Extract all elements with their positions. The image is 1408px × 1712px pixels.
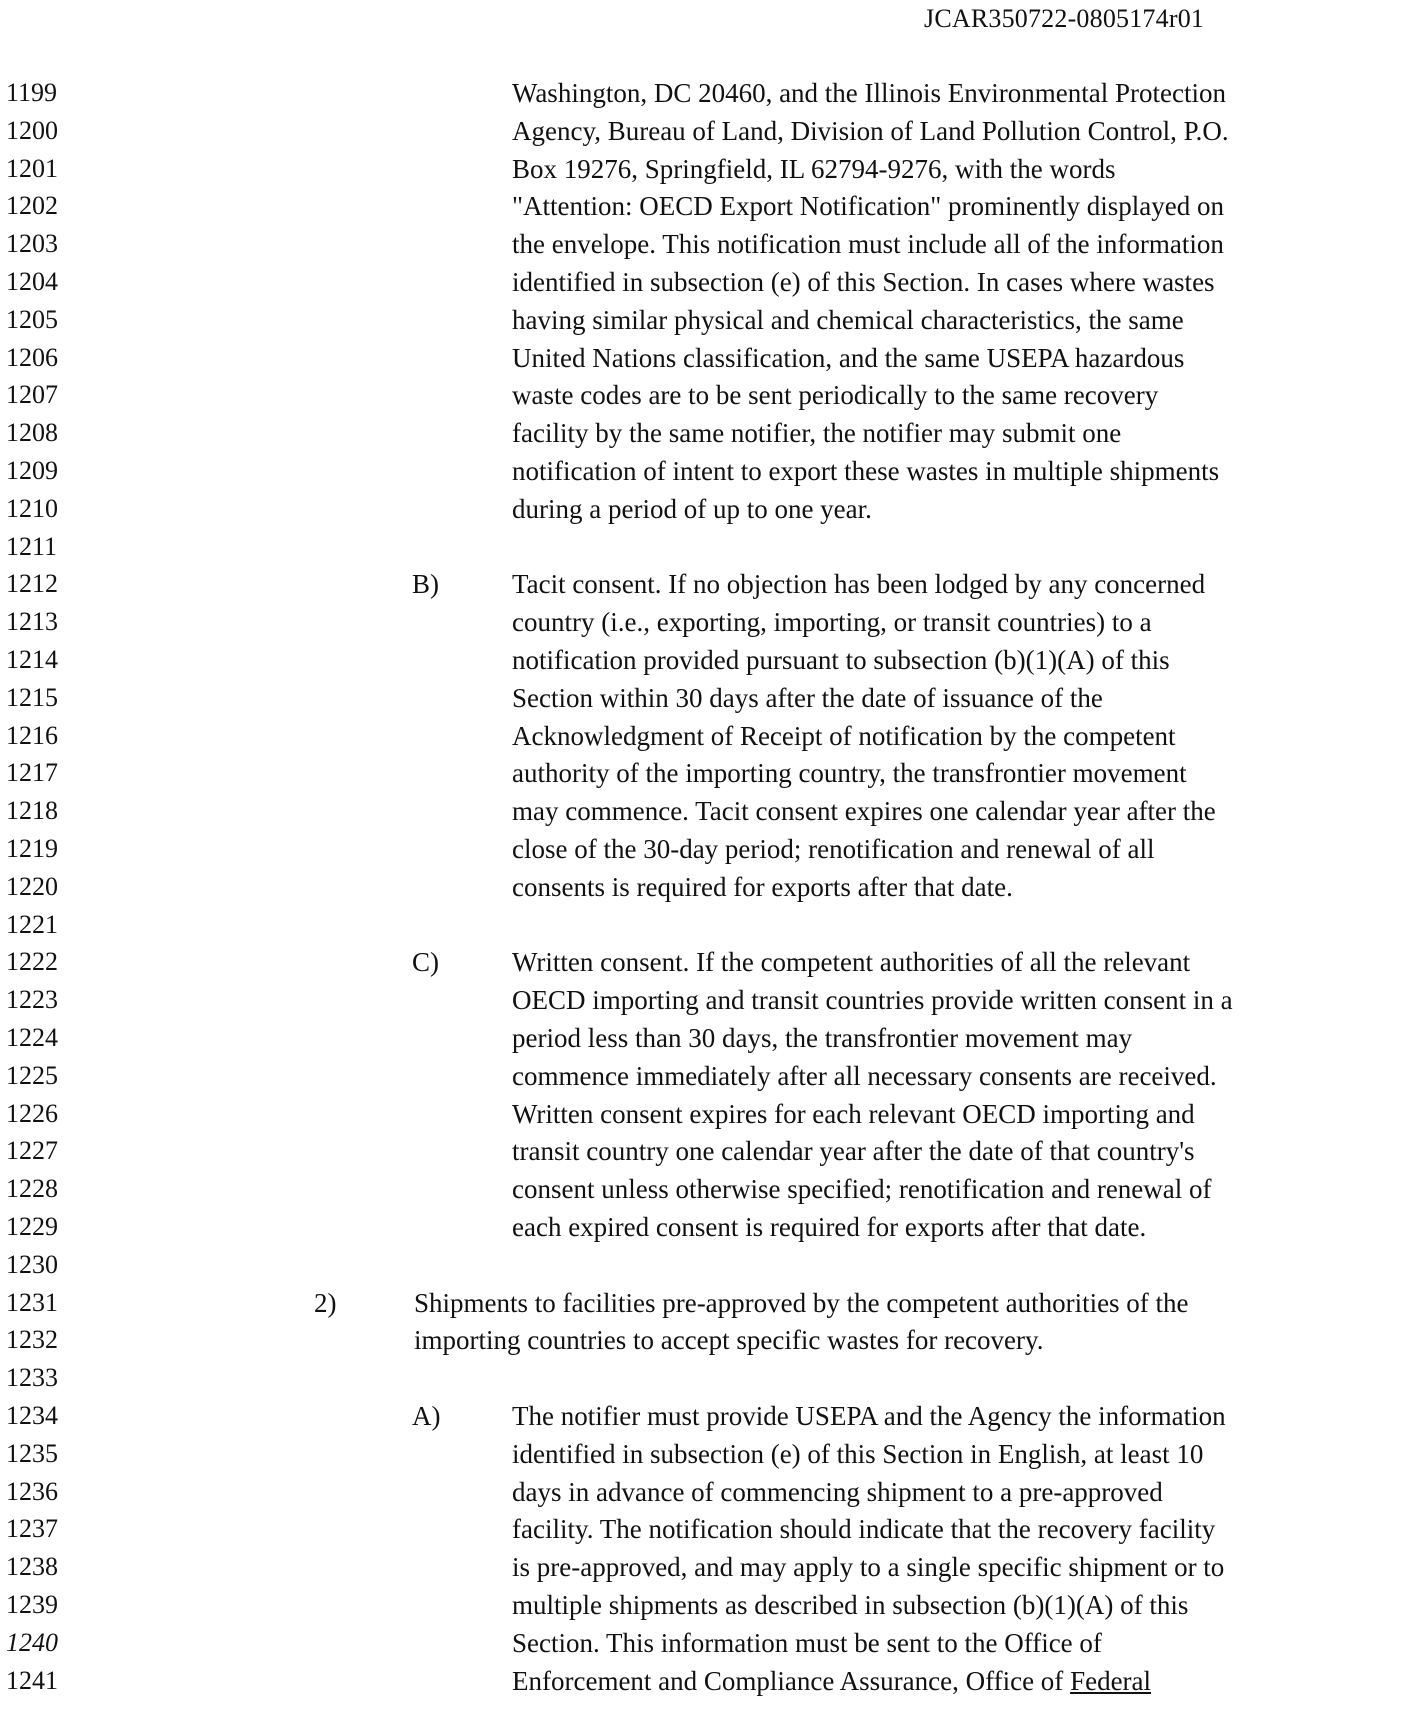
line-number: 1218 — [6, 796, 58, 825]
text-line: consents is required for exports after that date. — [512, 872, 1013, 902]
line-number: 1228 — [6, 1174, 58, 1203]
line-number: 1234 — [6, 1401, 58, 1430]
line-number: 1206 — [6, 343, 58, 372]
line-number: 1217 — [6, 758, 58, 787]
text-line: authority of the importing country, the transfrontier movement — [512, 758, 1187, 788]
document-id-header: JCAR350722-0805174r01 — [924, 4, 1205, 33]
text-line: multiple shipments as described in subsection (b)(1)(A) of this — [512, 1590, 1189, 1620]
text-line: during a period of up to one year. — [512, 494, 872, 524]
text-line: commence immediately after all necessary consents are received. — [512, 1061, 1217, 1091]
text-line: notification provided pursuant to subsection (b)(1)(A) of this — [512, 645, 1170, 675]
text-line: notification of intent to export these wastes in multiple shipments — [512, 456, 1220, 486]
text-line: Agency, Bureau of Land, Division of Land Pollution Control, P.O. — [512, 116, 1229, 146]
item-marker-2: 2) — [314, 1288, 337, 1318]
text-line: the envelope. This notification must include all of the information — [512, 229, 1224, 259]
line-number: 1230 — [6, 1250, 58, 1279]
line-number: 1199 — [6, 78, 58, 107]
line-number: 1214 — [6, 645, 58, 674]
line-number: 1239 — [6, 1590, 58, 1619]
line-number: 1235 — [6, 1439, 58, 1468]
line-number: 1202 — [6, 191, 58, 220]
text-line: importing countries to accept specific wastes for recovery. — [414, 1325, 1044, 1355]
underlined-insertion: Federal — [1070, 1666, 1152, 1696]
line-number: 1221 — [6, 910, 58, 939]
text-line: days in advance of commencing shipment to a pre-approved — [512, 1477, 1163, 1507]
item-marker-b: B) — [412, 569, 439, 599]
line-number: 1210 — [6, 494, 58, 523]
line-number: 1215 — [6, 683, 58, 712]
line-number: 1241 — [6, 1666, 58, 1695]
line-number: 1203 — [6, 229, 58, 258]
line-number: 1224 — [6, 1023, 58, 1052]
text-line: identified in subsection (e) of this Section. In cases where wastes — [512, 267, 1215, 297]
line-number: 1216 — [6, 721, 58, 750]
line-number: 1238 — [6, 1552, 58, 1581]
line-number: 1208 — [6, 418, 58, 447]
line-number: 1232 — [6, 1325, 58, 1354]
text-line: Washington, DC 20460, and the Illinois Environmental Protection — [512, 78, 1226, 108]
text-line: transit country one calendar year after the date of that country's — [512, 1136, 1195, 1166]
line-number: 1231 — [6, 1288, 58, 1317]
text-line: may commence. Tacit consent expires one calendar year after the — [512, 796, 1216, 826]
text-line: consent unless otherwise specified; renotification and renewal of — [512, 1174, 1212, 1204]
text-line: Written consent expires for each relevant OECD importing and — [512, 1099, 1195, 1129]
line-number: 1205 — [6, 305, 58, 334]
text-line: Box 19276, Springfield, IL 62794-9276, with the words — [512, 154, 1116, 184]
text-line: Enforcement and Compliance Assurance, Office of Federal — [512, 1666, 1152, 1696]
line-number: 1211 — [6, 532, 58, 561]
text-line: Shipments to facilities pre-approved by the competent authorities of the — [414, 1288, 1189, 1318]
text-line: facility by the same notifier, the notifier may submit one — [512, 418, 1122, 448]
text-line: close of the 30-day period; renotification and renewal of all — [512, 834, 1155, 864]
line-number: 1222 — [6, 947, 58, 976]
line-number: 1237 — [6, 1514, 58, 1543]
line-number: 1236 — [6, 1477, 58, 1506]
text-line: OECD importing and transit countries provide written consent in a — [512, 985, 1233, 1015]
line-number: 1225 — [6, 1061, 58, 1090]
line-number: 1233 — [6, 1363, 58, 1392]
text-line: period less than 30 days, the transfrontier movement may — [512, 1023, 1133, 1053]
line-number: 1240 — [6, 1628, 58, 1657]
item-marker-a: A) — [412, 1401, 441, 1431]
text-line: Section. This information must be sent to the Office of — [512, 1628, 1102, 1658]
text-line: Written consent. If the competent authorities of all the relevant — [512, 947, 1191, 977]
text-line: waste codes are to be sent periodically to the same recovery — [512, 380, 1159, 410]
line-number: 1213 — [6, 607, 58, 636]
text-line: each expired consent is required for exports after that date. — [512, 1212, 1147, 1242]
text-line: identified in subsection (e) of this Section in English, at least 10 — [512, 1439, 1204, 1469]
text-line: is pre-approved, and may apply to a single specific shipment or to — [512, 1552, 1225, 1582]
text-line: United Nations classification, and the same USEPA hazardous — [512, 343, 1185, 373]
line-number: 1212 — [6, 569, 58, 598]
line-number: 1207 — [6, 380, 58, 409]
text-line: Tacit consent. If no objection has been lodged by any concerned — [512, 569, 1206, 599]
text-line: having similar physical and chemical characteristics, the same — [512, 305, 1184, 335]
text-line: country (i.e., exporting, importing, or transit countries) to a — [512, 607, 1152, 637]
line-number: 1227 — [6, 1136, 58, 1165]
line-number: 1219 — [6, 834, 58, 863]
line-number: 1209 — [6, 456, 58, 485]
text-line: facility. The notification should indicate that the recovery facility — [512, 1514, 1216, 1544]
line-number: 1204 — [6, 267, 58, 296]
text-line: Acknowledgment of Receipt of notification by the competent — [512, 721, 1176, 751]
line-number: 1200 — [6, 116, 58, 145]
text-line: The notifier must provide USEPA and the Agency the information — [512, 1401, 1226, 1431]
text-line: Section within 30 days after the date of issuance of the — [512, 683, 1103, 713]
line-number: 1226 — [6, 1099, 58, 1128]
line-number: 1201 — [6, 154, 58, 183]
line-number: 1223 — [6, 985, 58, 1014]
item-marker-c: C) — [412, 947, 439, 977]
line-number: 1229 — [6, 1212, 58, 1241]
line-number: 1220 — [6, 872, 58, 901]
text-line: "Attention: OECD Export Notification" prominently displayed on — [512, 191, 1224, 221]
